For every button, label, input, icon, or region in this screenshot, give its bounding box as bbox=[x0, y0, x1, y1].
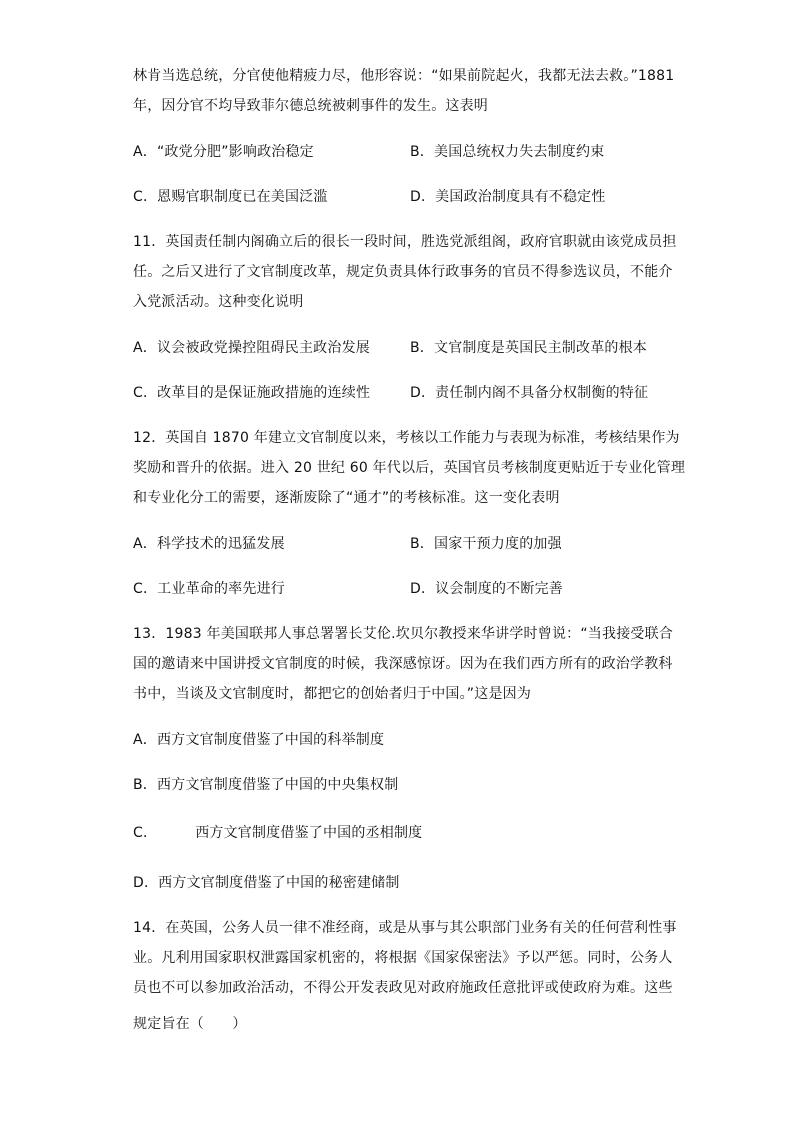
q12-line-3: 和专业化分工的需要，逐渐废除了“通才”的考核标准。这一变化表明 bbox=[133, 490, 560, 506]
q11-option-c[interactable]: C．改革目的是保证施政措施的连续性 bbox=[133, 385, 371, 401]
q14-line-1: 14．在英国，公务人员一律不准经商，或是从事与其公职部门业务有关的任何营利性事 bbox=[133, 920, 677, 936]
q11-option-a[interactable]: A．议会被政党操控阻碍民主政治发展 bbox=[133, 340, 370, 356]
q10-option-c[interactable]: C．恩赐官职制度已在美国泛滥 bbox=[133, 189, 328, 205]
q11-line-2: 任。之后又进行了文官制度改革，规定负责具体行政事务的官员不得参选议员，不能介 bbox=[133, 264, 673, 280]
q13-line-1: 13．1983 年美国联邦人事总署署长艾伦.坎贝尔教授来华讲学时曾说：“当我接受联合 bbox=[133, 626, 673, 642]
q12-option-b[interactable]: B．国家干预力度的加强 bbox=[410, 536, 562, 552]
q12-option-a[interactable]: A．科学技术的迅猛发展 bbox=[133, 536, 285, 552]
q12-line-1: 12．英国自 1870 年建立文官制度以来，考核以工作能力与表现为标准，考核结果作为 bbox=[133, 430, 680, 446]
q13-option-d[interactable]: D．西方文官制度借鉴了中国的秘密建储制 bbox=[133, 875, 400, 891]
q13-line-3: 书中，当谈及文官制度时，都把它的创始者归于中国。”这是因为 bbox=[133, 686, 532, 702]
q13-option-c-letter: C． bbox=[133, 825, 158, 841]
q10-option-a[interactable]: A．“政党分肥”影响政治稳定 bbox=[133, 144, 314, 160]
q14-line-4: 规定旨在（ ） bbox=[133, 1016, 247, 1032]
q10-option-d[interactable]: D．美国政治制度具有不稳定性 bbox=[410, 189, 606, 205]
q11-option-b[interactable]: B．文官制度是英国民主制改革的根本 bbox=[410, 340, 648, 356]
q11-option-d[interactable]: D．责任制内阁不具备分权制衡的特征 bbox=[410, 385, 649, 401]
q11-line-1: 11．英国责任制内阁确立后的很长一段时间，胜选党派组阁，政府官职就由该党成员担 bbox=[133, 234, 677, 250]
q12-option-c[interactable]: C．工业革命的率先进行 bbox=[133, 581, 285, 597]
q12-option-d[interactable]: D．议会制度的不断完善 bbox=[410, 581, 563, 597]
q12-line-2: 奖励和晋升的依据。进入 20 世纪 60 年代以后，英国官员考核制度更贴近于专业化管理 bbox=[133, 460, 686, 476]
q13-option-a[interactable]: A．西方文官制度借鉴了中国的科举制度 bbox=[133, 732, 385, 748]
q13-option-c[interactable] bbox=[133, 823, 422, 843]
q10-option-b[interactable]: B．美国总统权力失去制度约束 bbox=[410, 144, 605, 160]
q13-option-b[interactable]: B．西方文官制度借鉴了中国的中央集权制 bbox=[133, 777, 399, 793]
q10-line-1: 林肯当选总统，分官使他精疲力尽，他形容说：“如果前院起火，我都无法去救。”1881 bbox=[133, 68, 675, 84]
q14-line-3: 员也不可以参加政治活动，不得公开发表政见对政府施政任意批评或使政府为难。这些 bbox=[133, 980, 673, 996]
q13-line-2: 国的邀请来中国讲授文官制度的时候，我深感惊讶。因为在我们西方所有的政治学教科 bbox=[133, 656, 673, 672]
q10-line-2: 年，因分官不均导致菲尔德总统被刺事件的发生。这表明 bbox=[133, 98, 488, 114]
q14-line-2: 业。凡利用国家职权泄露国家机密的，将根据《国家保密法》予以严惩。同时，公务人 bbox=[133, 950, 673, 966]
q11-line-3: 入党派活动。这种变化说明 bbox=[133, 294, 304, 310]
q13-option-c-text: 西方文官制度借鉴了中国的丞相制度 bbox=[195, 825, 423, 841]
